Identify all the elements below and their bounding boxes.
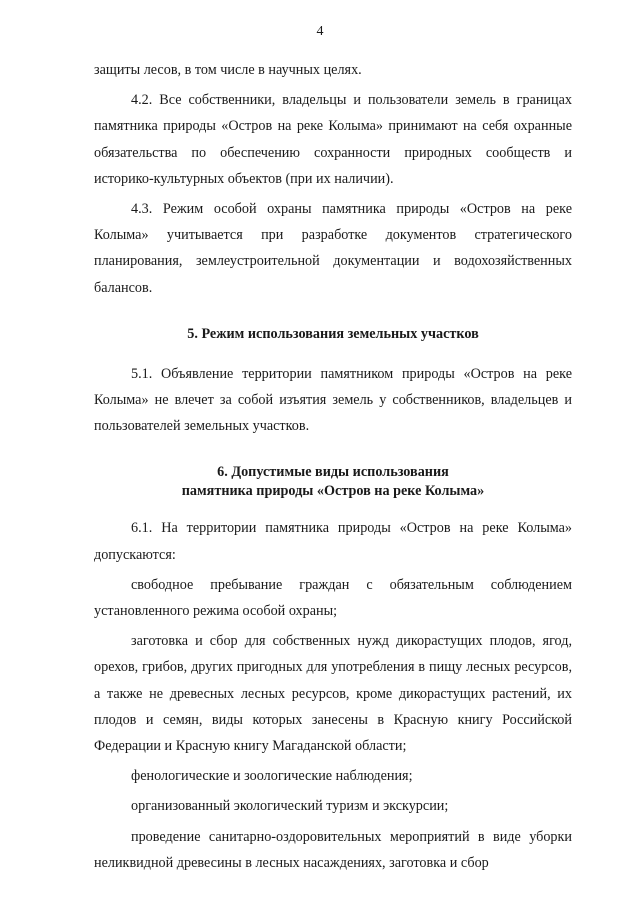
- section-6-heading: [94, 463, 572, 501]
- list-item-sanitary-measures: проведение санитарно-оздоровительных мероприятий в виде уборки неликвидной древесины в лесных насаждениях, заготовка и сбор: [94, 828, 572, 871]
- section-5-heading: 5. Режим использования земельных участков: [187, 325, 479, 342]
- section-6-heading-line-2: памятника природы «Остров на реке Колыма»: [181, 483, 485, 500]
- page-number: 4: [316, 24, 324, 39]
- document-body: [94, 57, 572, 876]
- list-item-free-stay: свободное пребывание граждан с обязательным соблюдением установленного режима особой охраны;: [94, 576, 572, 620]
- paragraph-5-1: 5.1. Объявление территории памятником природы «Остров на реке Колыма» не влечет за собой изъятия земель у собственников, владельцев и пользователей земельных участков.: [94, 365, 572, 435]
- paragraph-6-1: 6.1. На территории памятника природы «Остров на реке Колыма» допускаются:: [94, 520, 572, 563]
- list-item-harvesting: заготовка и сбор для собственных нужд дикорастущих плодов, ягод, орехов, грибов, других пригодных для употребления в пищу лесных ресурсов, а также не древесных лесных ресурсов, кроме дикорастущих растений, их плодов и семян, виды которых занесены в Красную книгу Российской Федерации и Красную книгу Магаданской области;: [94, 633, 572, 755]
- section-6-heading-line-1: 6. Допустимые виды использования: [217, 464, 449, 481]
- paragraph-4-2: 4.2. Все собственники, владельцы и пользователи земель в границах памятника природы «Остров на реке Колыма» принимают на себя охранные обязательства по обеспечению сохранности природных сообществ и историко-культурных объектов (при их наличии).: [94, 92, 572, 187]
- paragraph-4-3: 4.3. Режим особой охраны памятника природы «Остров на реке Колыма» учитывается при разработке документов стратегического планирования, землеустроительной документации и водохозяйственных балансов.: [94, 201, 572, 296]
- list-item-ecotourism: организованный экологический туризм и экскурсии;: [131, 798, 449, 815]
- paragraph-4-1-end: защиты лесов, в том числе в научных целях.: [94, 62, 362, 78]
- list-item-observations: фенологические и зоологические наблюдения;: [131, 768, 413, 785]
